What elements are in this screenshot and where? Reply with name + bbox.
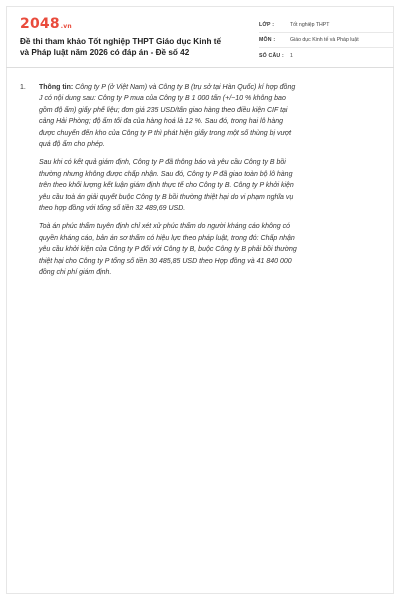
meta-table: [259, 18, 394, 63]
question-paragraph: Sau khi có kết quả giám định, Công ty P đã thông báo và yêu cầu Công ty B bồi thường nhưng không được chấp nhận. Sau đó, Công ty P đã giao toàn bộ lô hàng trên theo khối lượng kết luận giám định thực tế cho Công ty B. Công ty P khởi kiện yêu cầu toà án giải quyết buộc Công ty B bồi thường thiệt hại do vi phạm nghĩa vụ theo hợp đồng với tổng số tiền 32 489,69 USD.: [39, 159, 294, 213]
question-paragraph: [39, 82, 297, 150]
meta-value: 1: [290, 52, 293, 59]
meta-row-count: [259, 48, 394, 63]
meta-label: LỚP :: [259, 22, 275, 28]
logo-main: 2048: [20, 16, 60, 32]
document-title: Đề thi tham khảo Tốt nghiệp THPT Giáo dục Kinh tế và Pháp luật năm 2026 có đáp án - Đề số 42: [20, 37, 222, 57]
meta-value: Giáo dục Kinh tế và Pháp luật: [290, 37, 359, 43]
meta-row-subject: [259, 33, 394, 48]
question-body: [39, 82, 297, 279]
question-paragraph: Toà án phúc thẩm tuyên định chỉ xét xử phúc thẩm do người kháng cáo không có quyền kháng cáo, bản án sơ thẩm có hiệu lực theo pháp luật, trong đó: Chấp nhận yêu cầu khởi kiện của Công ty P đối với Công ty B, buộc Công ty B phải bồi thường thiệt hại cho Công ty P tổng số tiền 30 485,85 USD theo Hợp đồng và 41 840 000 đồng chi phí giám định.: [39, 223, 297, 277]
site-logo[interactable]: [20, 17, 72, 34]
question-lead: Thông tin:: [39, 84, 74, 91]
question-number: 1.: [20, 84, 26, 91]
meta-value: Tốt nghiệp THPT: [290, 22, 330, 28]
meta-label: MÔN :: [259, 37, 276, 43]
question-content: [20, 82, 382, 286]
meta-label: SỐ CÂU :: [259, 52, 284, 59]
meta-row-class: [259, 18, 394, 33]
logo-tld: .vn: [60, 23, 72, 30]
document-header: [6, 6, 394, 68]
question-paragraph-text: Công ty P (ở Việt Nam) và Công ty B (trụ sở tại Hàn Quốc) kí hợp đồng J có nội dung sau: Công ty P mua của Công ty B 1 000 tấn (+/−10 % không bao gồm độ ẩm) giấy phế liệu; đơn giá 235 USD/tấn giao hàng theo điều kiện CIF tại cảng Hải Phòng; độ ẩm tối đa của hàng hoá là 12 %. Sau đó, trong hai lô hàng được chuyển đến kho của Công ty P thì phát hiện giấy trong một số thùng bị vượt quá độ ẩm cho phép.: [39, 84, 296, 149]
